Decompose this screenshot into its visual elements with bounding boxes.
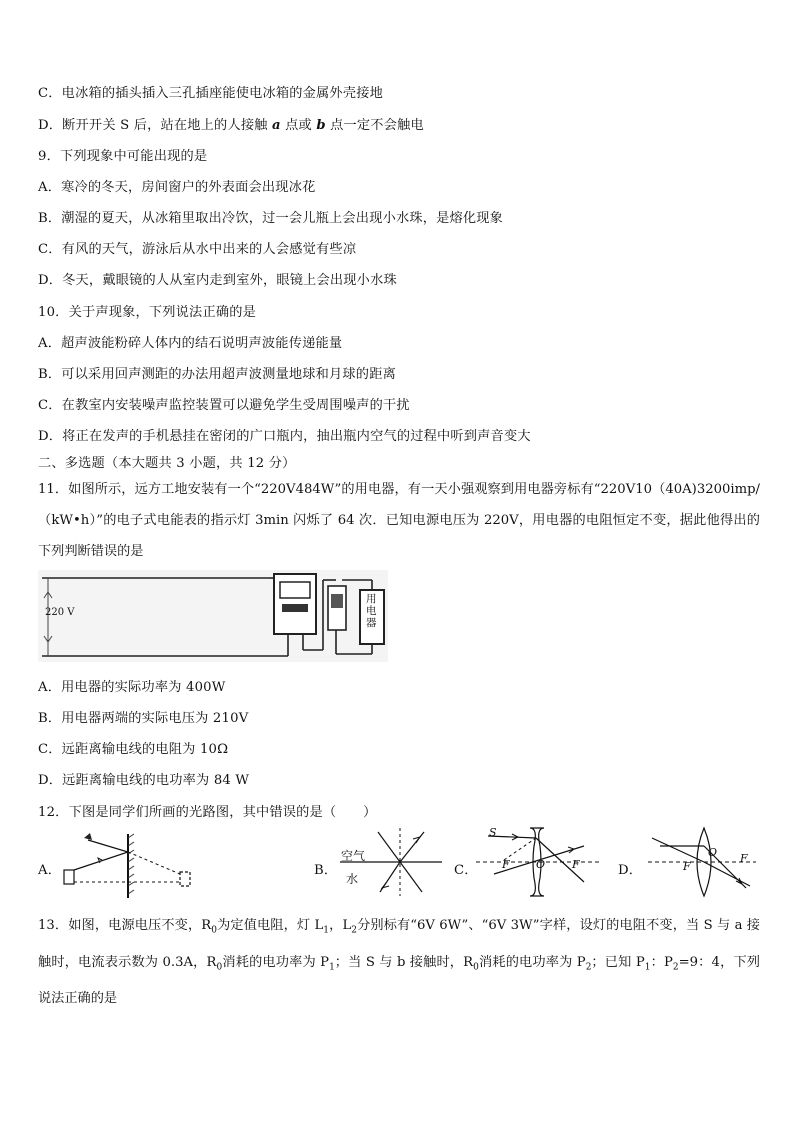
- d-label-f1: F: [683, 860, 691, 873]
- q9-option-a: A．寒冷的冬天，房间窗户的外表面会出现冰花: [38, 180, 316, 195]
- q11-stem: 11．如图所示，远方工地安装有一个“220V484W”的用电器，有一天小强观察到用电器旁标有“220V10（40A)3200imp/（kW•h）”的电子式电能表的指示灯 3min 闪烁了 64 次．已知电源电压为 220V，用电器的电阻恒定不变，据此他得出的下列判断错误的是: [38, 482, 760, 559]
- switch-lever: [331, 594, 343, 608]
- q10-stem: 10．关于声现象，下列说法正确的是: [38, 305, 256, 320]
- reflected-ray: [88, 840, 128, 852]
- object-a: [64, 870, 74, 884]
- ray-4: [400, 862, 422, 892]
- q11-option-b: B．用电器两端的实际电压为 210V: [38, 711, 249, 726]
- ray-1-out: [704, 862, 750, 886]
- q9-option-b: B．潮湿的夏天，从冰箱里取出冷饮，过一会儿瓶上会出现小水珠，是熔化现象: [38, 211, 504, 226]
- q10-option-d: D．将正在发声的手机悬挂在密闭的广口瓶内，抽出瓶内空气的过程中听到声音变大: [38, 429, 531, 444]
- q11-option-d: D．远距离输电线的电功率为 84 W: [38, 773, 250, 788]
- incident-ray: [74, 852, 128, 870]
- q8-option-c: C．电冰箱的插头插入三孔插座能使电冰箱的金属外壳接地: [38, 86, 383, 101]
- ray-1: [652, 838, 704, 862]
- c-label-s: S: [489, 826, 497, 839]
- voltage-label: 220 V: [45, 607, 75, 618]
- section-2-heading: 二、多选题（本大题共 3 小题，共 12 分）: [38, 456, 296, 471]
- bird-eye-icon: [84, 833, 92, 840]
- virtual-ray-1: [128, 852, 180, 874]
- q11-circuit-figure: [38, 570, 388, 662]
- q11-option-a: A．用电器的实际功率为 400W: [38, 680, 226, 695]
- q12-figure-a-mirror: [58, 830, 198, 900]
- meter-terminal: [282, 604, 308, 612]
- c-label-o: O: [536, 858, 546, 871]
- q9-stem: 9．下列现象中可能出现的是: [38, 149, 208, 164]
- arrow-icon: [413, 837, 420, 843]
- q10-option-b: B．可以采用回声测距的办法用超声波测量地球和月球的距离: [38, 367, 396, 382]
- q8-option-d: D．断开开关 S 后，站在地上的人接触 a 点或 b 点一定不会触电: [38, 118, 424, 133]
- c-label-f2: F: [572, 858, 580, 871]
- q12-stem: 12．下图是同学们所画的光路图，其中错误的是（ ）: [38, 805, 377, 820]
- water-label: 水: [346, 872, 359, 886]
- d-label-o: O: [708, 846, 718, 859]
- image-a: [180, 872, 190, 886]
- q11-option-c: C．远距离输电线的电阻为 10Ω: [38, 742, 229, 757]
- q10-option-a: A．超声波能粉碎人体内的结石说明声波能传递能量: [38, 336, 343, 351]
- extension-ray: [504, 838, 536, 860]
- q12-option-a-label: A．: [38, 863, 62, 878]
- air-label: 空气: [341, 849, 366, 863]
- device-label: 用 电 器: [366, 593, 377, 629]
- q12-option-d-label: D．: [618, 863, 643, 878]
- q12-option-b-label: B．: [314, 863, 338, 878]
- q13-stem: 13．如图，电源电压不变，$R_0$为定值电阻，灯 $L_1$，$L_2$分别标有“6V 6W”、“6V 3W”字样，设灯的电阻不变，当 S 与 a 接触时，电流表示数为 0.3A，$R_0$消耗的电功率为 $P_1$；当 S 与 b 接触时，$R_0$消耗的电功率为 $P_2$；已知 $P_1$：$P_2=9$：4，下列说法正确的是: [38, 918, 760, 1007]
- c-label-f1: F: [502, 858, 510, 871]
- d-label-f2: F: [740, 852, 748, 865]
- q10-option-c: C．在教室内安装噪声监控装置可以避免学生受周围噪声的干扰: [38, 398, 410, 413]
- q12-option-c-label: C．: [454, 863, 478, 878]
- q9-option-c: C．有风的天气，游泳后从水中出来的人会感觉有些凉: [38, 242, 357, 257]
- arrow-icon: [382, 883, 389, 888]
- q9-option-d: D．冬天，戴眼镜的人从室内走到室外，眼镜上会出现小水珠: [38, 273, 397, 288]
- ray-1: [378, 832, 400, 862]
